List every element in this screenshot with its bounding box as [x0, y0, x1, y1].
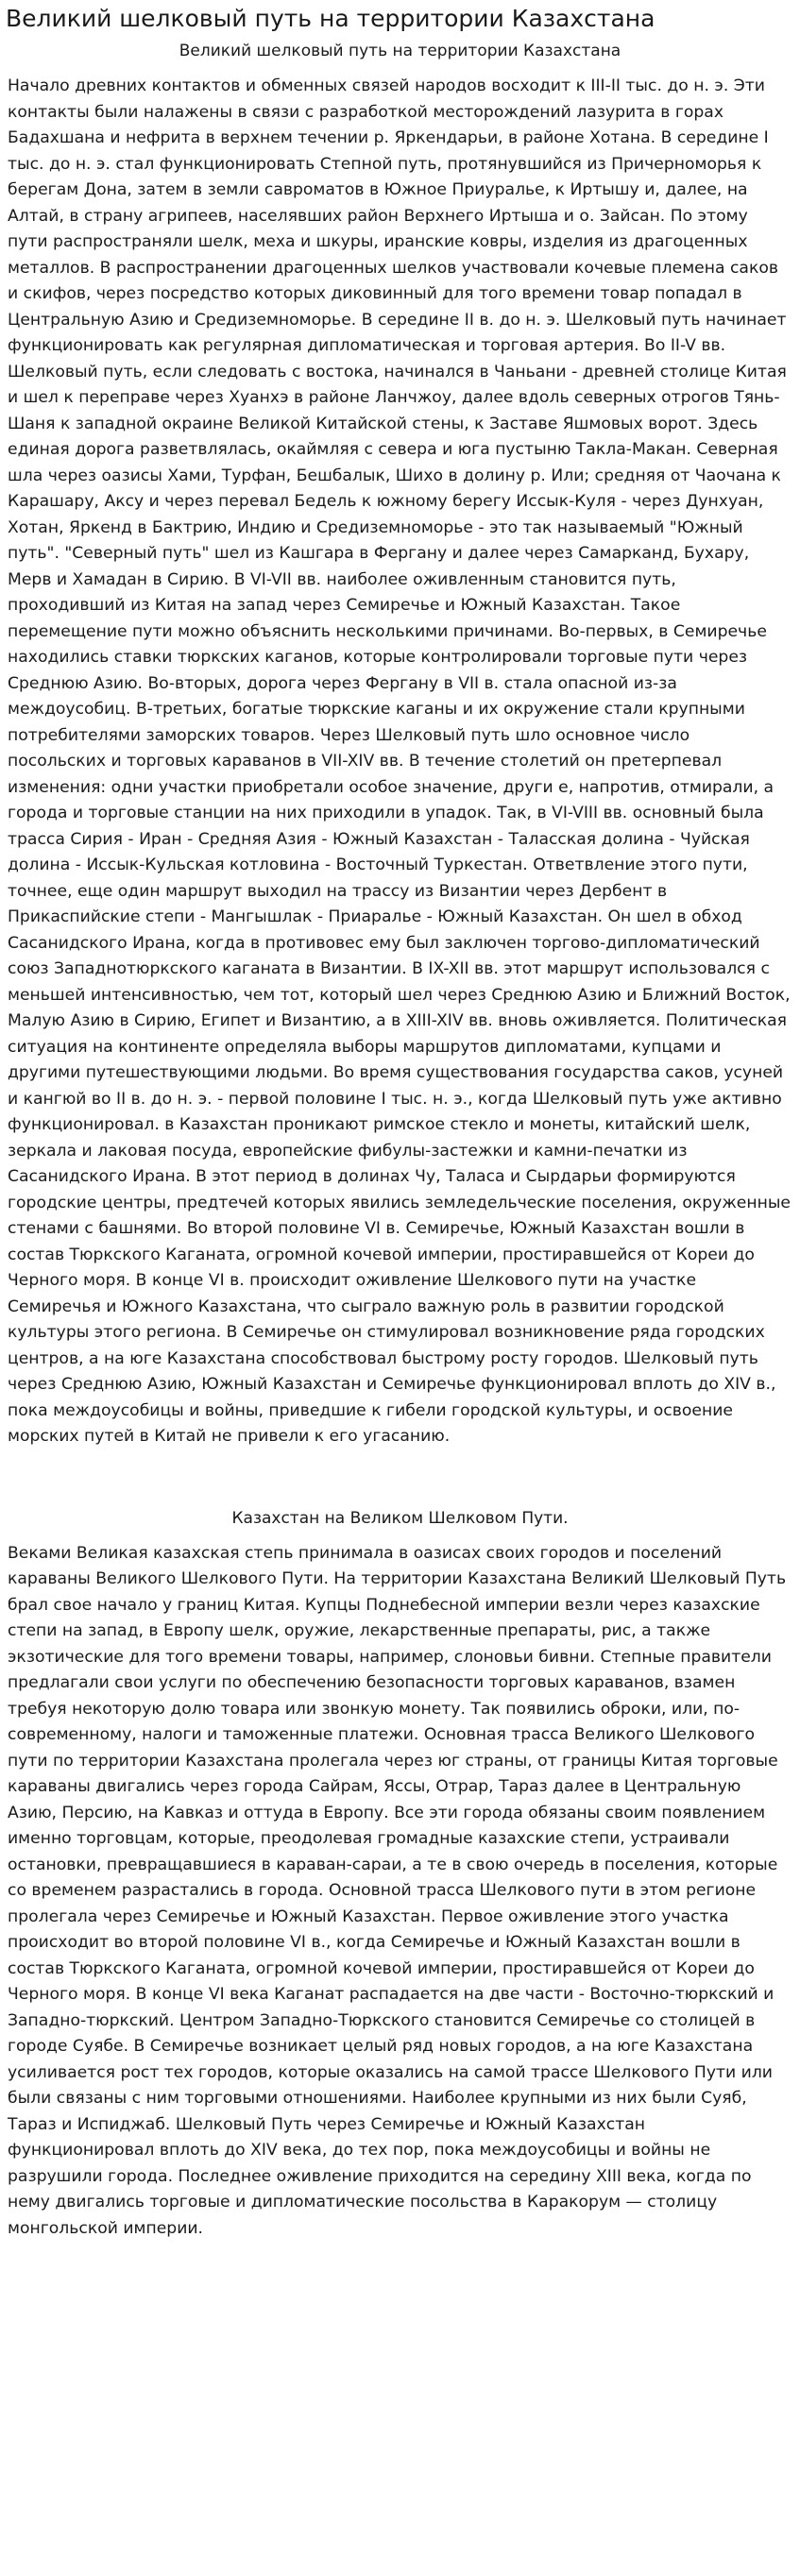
section-1-heading: Великий шелковый путь на территории Казахстана — [179, 42, 621, 60]
section-2-heading: Казахстан на Великом Шелковом Пути. — [231, 1508, 569, 1528]
page-title: Великий шелковый путь на территории Казахстана — [6, 5, 655, 32]
document-page — [0, 4, 800, 2242]
section-divider — [6, 1450, 794, 1507]
section-1-text: Начало древних контактов и обменных связей народов восходит к III-II тыс. до н. э. Эти контакты были налажены в связи с разработкой месторождений лазурита в горах Бадахшана и нефрита в верхнем течении р. Яркендарьи, в районе Хотана. В середине I тыс. до н. э. стал функционировать Степной путь, протянувшийся из Причерноморья к берегам Дона, затем в земли савроматов в Южное Приуралье, к Иртышу и, далее, на Алтай, в страну агрипеев, населявших район Верхнего Иртыша и о. Зайсан. По этому пути распространяли шелк, меха и шкуры, иранские ковры, изделия из драгоценных металлов. В распространении драгоценных шелков участвовали кочевые племена саков и скифов, через посредство которых диковинный для того времени товар попадал в Центральную Азию и Средиземноморье. В середине II в. до н. э. Шелковый путь начинает функционировать как регулярная дипломатическая и торговая артерия. Во II-V вв. Шелковый путь, если следовать с востока, начинался в Чаньани - древней столице Китая и шел к переправе через Хуанхэ в районе Ланчжоу, далее вдоль северных отрогов Тянь-Шаня к западной окраине Великой Китайской стены, к Заставе Яшмовых ворот. Здесь единая дорога разветвлялась, окаймляя с севера и юга пустыню Такла-Макан. Северная шла через оазисы Хами, Турфан, Бешбалык, Шихо в долину р. Или; средняя от Чаочана к Карашару, Аксу и через перевал Бедель к южному берегу Иссык-Куля - через Дунхуан, Хотан, Яркенд в Бактрию, Индию и Средиземноморье - это так называемый "Южный путь". "Северный путь" шел из Кашгара в Фергану и далее через Самарканд, Бухару, Мерв и Хамадан в Сирию. В VI-VII вв. наиболее оживленным становится путь, проходивший из Китая на запад через Семиречье и Южный Казахстан. Такое перемещение пути можно объяснить несколькими причинами. Во-первых, в Семиречье находились ставки тюркских каганов, которые контролировали торговые пути через Среднюю Азию. Во-вторых, дорога через Фергану в VII в. стала опасной из-за междоусобиц. В-третьих, богатые тюркские каганы и их окружение стали крупными потребителями заморских товаров. Через Шелковый путь шло основное число посольских и торговых караванов в VII-XIV вв. В течение столетий он претерпевал изменения: одни участки приобретали особое значение, други е, напротив, отмирали, а города и торговые станции на них приходили в упадок. Так, в VI-VIII вв. основный была трасса Сирия - Иран - Средняя Азия - Южный Казахстан - Таласская долина - Чуйская долина - Иссык-Кульская котловина - Восточный Туркестан. Ответвление этого пути, точнее, еще один маршрут выходил на трассу из Византии через Дербент в Прикаспийские степи - Мангышлак - Приаралье - Южный Казахстан. Он шел в обход Сасанидского Ирана, когда в противовес ему был заключен торгово-дипломатический союз Западнотюркского каганата в Византии. В IX-XII вв. этот маршрут использовался с меньшей интенсивностью, чем тот, который шел через Среднюю Азию и Ближний Восток, Малую Азию в Сирию, Египет и Византию, а в XIII-XIV вв. вновь оживляется. Политическая ситуация на континенте определяла выборы маршрутов дипломатами, купцами и другими путешествующими людьми. Во время существования государства саков, усуней и кангюй во II в. до н. э. - первой половине I тыс. н. э., когда Шелковый путь уже активно функционировал. в Казахстан проникают римское стекло и монеты, китайский шелк, зеркала и лаковая посуда, европейские фибулы-застежки и камни-печатки из Сасанидского Ирана. В этот период в долинах Чу, Таласа и Сырдарьи формируются городские центры, предтечей которых явились земледельческие поселения, окруженные стенами с башнями. Во второй половине VI в. Семиречье, Южный Казахстан вошли в состав Тюркского Каганата, огромной кочевой империи, простиравшейся от Кореи до Черного моря. В конце VI в. происходит оживление Шелкового пути на участке Семиречья и Южного Казахстана, что сыграло важную роль в развитии городской культуры этого региона. В Семиречье он стимулировал возникновение ряда городских центров, а на юге Казахстана способствовал быстрому росту городов. Шелковый путь через Среднюю Азию, Южный Казахстан и Семиречье функционировал вплоть до XIV в., пока междоусобицы и войны, приведшие к гибели городской культуры, и освоение морских путей в Китай не привели к его угасанию. — [8, 76, 791, 1446]
section-2-text: Веками Великая казахская степь принимала в оазисах своих городов и поселений караваны Великого Шелкового Пути. На территории Казахстана Великий Шелковый Путь брал свое начало у границ Китая. Купцы Поднебесной империи везли через казахские степи на запад, в Европу шелк, оружие, лекарственные препараты, рис, а также экзотические для того времени товары, например, слоновьи бивни. Степные правители предлагали свои услуги по обеспечению безопасности торговых караванов, взамен требуя некоторую долю товара или звонкую монету. Так появились оброки, или, по-современному, налоги и таможенные платежи. Основная трасса Великого Шелкового пути по территории Казахстана пролегала через юг страны, от границы Китая торговые караваны двигались через города Сайрам, Яссы, Отрар, Тараз далее в Центральную Азию, Персию, на Кавказ и оттуда в Европу. Все эти города обязаны своим появлением именно торговцам, которые, преодолевая громадные казахские степи, устраивали остановки, превращавшиеся в караван-сараи, а те в свою очередь в поселения, которые со временем разрастались в города. Основной трасса Шелкового пути в этом регионе пролегала через Семиречье и Южный Казахстан. Первое оживление этого участка происходит во второй половине VI в., когда Семиречье и Южный Казахстан вошли в состав Тюркского Каганата, огромной кочевой империи, простиравшейся от Кореи до Черного моря. В конце VI века Каганат распадается на две части - Восточно-тюркский и Западно-тюркский. Центром Западно-Тюркского становится Семиречье со столицей в городе Суябе. В Семиречье возникает целый ряд новых городов, а на юге Казахстана усиливается рост тех городов, которые оказались на самой трассе Шелкового Пути или были связаны с ним торговыми отношениями. Наиболее крупными из них были Суяб, Тараз и Испиджаб. Шелковый Путь через Семиречье и Южный Казахстан функционировал вплоть до XIV века, до тех пор, пока междоусобицы и войны не разрушили города. Последнее оживление приходится на середину XIII века, когда по нему двигались торговые и дипломатические посольства в Каракорум — столицу монгольской империи. — [8, 1543, 787, 2238]
